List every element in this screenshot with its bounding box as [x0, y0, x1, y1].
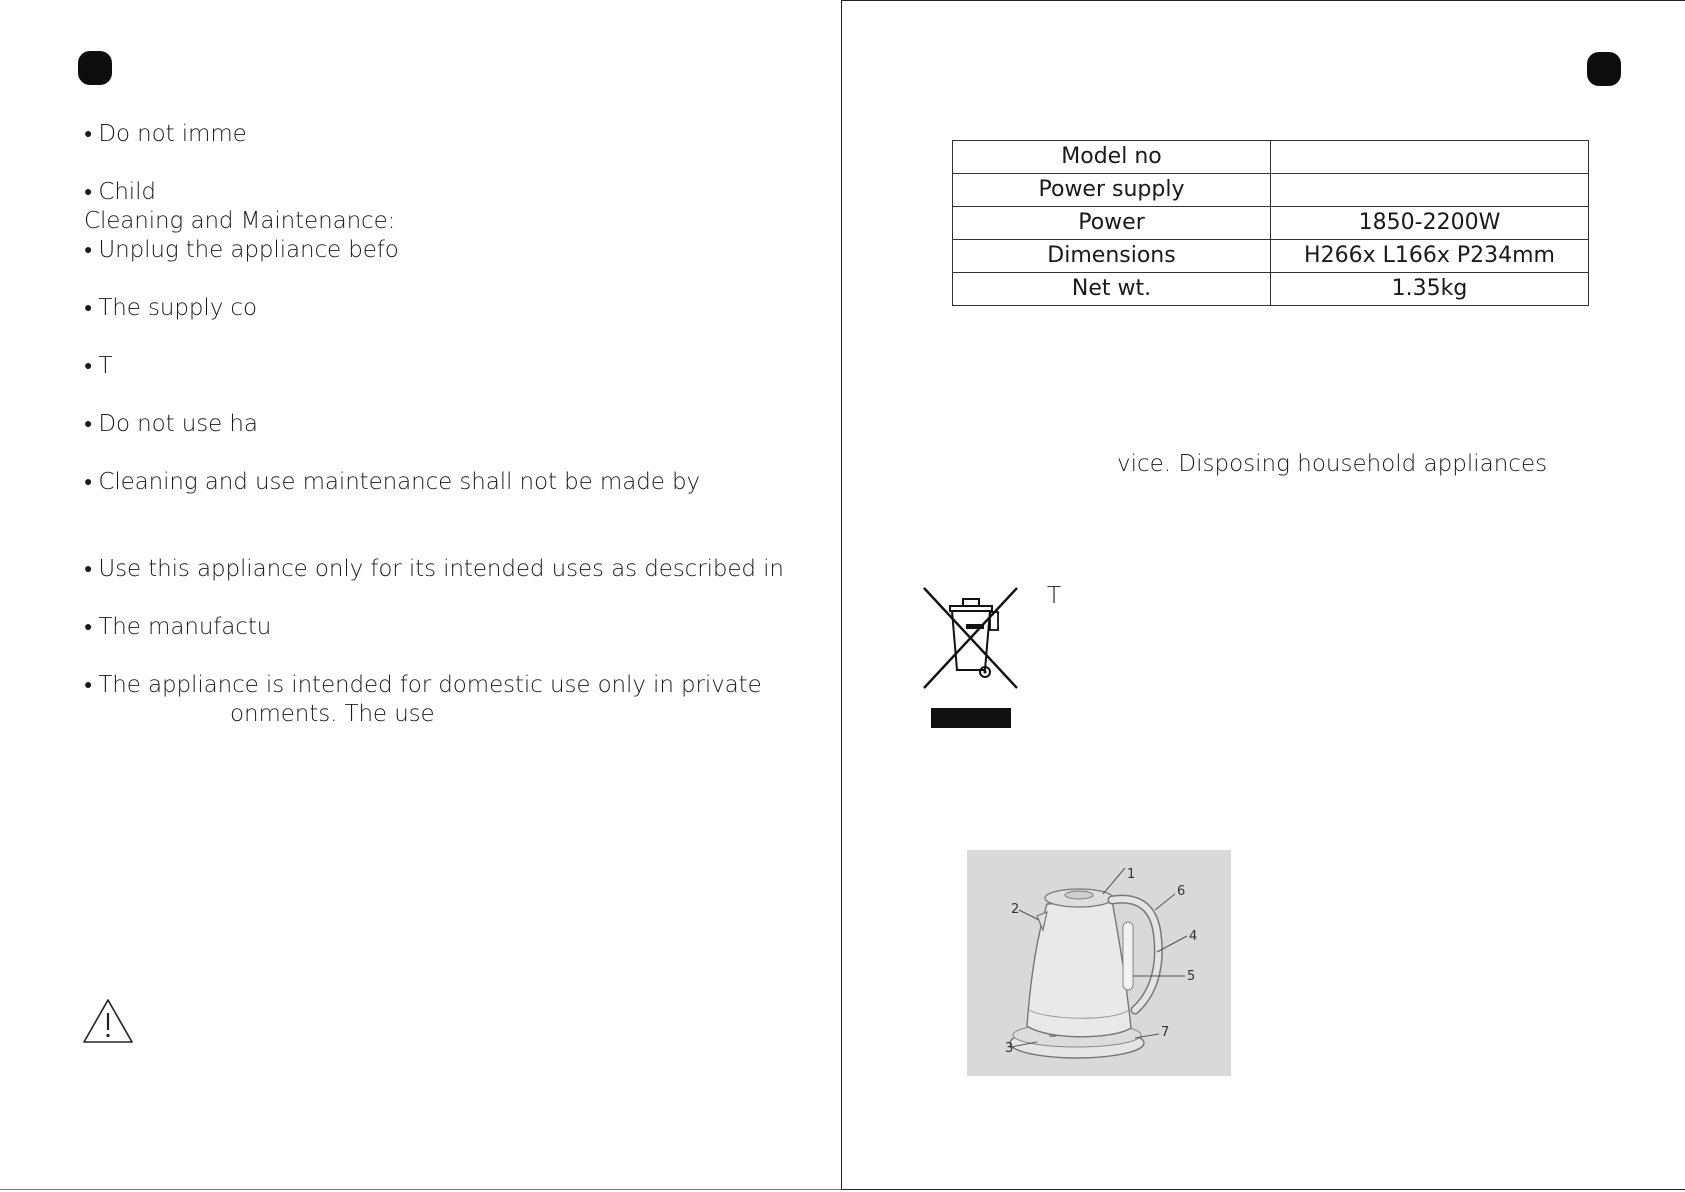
kettle-diagram: [967, 850, 1231, 1076]
instruction-line: ● Cleaning and use maintenance shall not be made by: [84, 468, 700, 500]
table-row: [953, 207, 1589, 240]
spec-label: Power: [953, 207, 1271, 240]
diagram-label: 3: [1005, 1041, 1014, 1056]
diagram-label: 6: [1177, 884, 1186, 899]
lid-button: [1065, 891, 1093, 899]
spec-label: Model no: [953, 141, 1271, 174]
instruction-line: ● T: [84, 352, 112, 384]
spec-value: H266x L166x P234mm: [1271, 240, 1589, 273]
instruction-line: ● The manufactu: [84, 613, 271, 645]
kettle-illustration: [967, 850, 1231, 1076]
instruction-line: ● The appliance is intended for domestic use only in private: [84, 671, 762, 703]
weee-text: T: [1047, 583, 1062, 609]
diagram-label: 1: [1127, 867, 1136, 882]
instruction-line: ● Do not imme: [84, 120, 247, 152]
instruction-line: ● The supply co: [84, 294, 257, 326]
spec-label: Power supply: [953, 174, 1271, 207]
spec-label: Net wt.: [953, 273, 1271, 306]
spec-value: 1.35kg: [1271, 273, 1589, 306]
page-bottom-rule: [0, 1189, 841, 1190]
table-row: [953, 174, 1589, 207]
instruction-line-continued: onments. The use: [230, 701, 435, 727]
table-row: [953, 240, 1589, 273]
spec-value: 1850-2200W: [1271, 207, 1589, 240]
spec-label: Dimensions: [953, 240, 1271, 273]
instruction-line: ● Do not use ha: [84, 410, 258, 442]
warning-triangle-icon: [82, 998, 134, 1044]
diagram-label: 7: [1161, 1025, 1170, 1040]
left-page: [0, 0, 841, 1192]
spec-value: [1271, 174, 1589, 207]
table-row: [953, 273, 1589, 306]
page-number-badge: [78, 51, 112, 85]
section-heading: Cleaning and Maintenance:: [84, 208, 396, 234]
spec-value: [1271, 141, 1589, 174]
specifications-table: [952, 140, 1589, 306]
water-window: [1123, 922, 1133, 990]
table-row: [953, 141, 1589, 174]
crossed-out-bin-icon: [922, 586, 1022, 696]
instruction-line: ● Use this appliance only for its intended uses as described in: [84, 555, 784, 587]
page-number-badge: [1587, 52, 1621, 86]
instruction-line: ● Child: [84, 178, 156, 210]
diagram-label: 2: [1011, 902, 1020, 917]
diagram-label: 4: [1189, 929, 1198, 944]
weee-bar: [931, 708, 1011, 728]
disposal-text: vice. Disposing household appliances: [1117, 451, 1548, 477]
instruction-line: ● Unplug the appliance befo: [84, 236, 399, 268]
diagram-label: 5: [1187, 969, 1196, 984]
right-page: [841, 0, 1685, 1190]
